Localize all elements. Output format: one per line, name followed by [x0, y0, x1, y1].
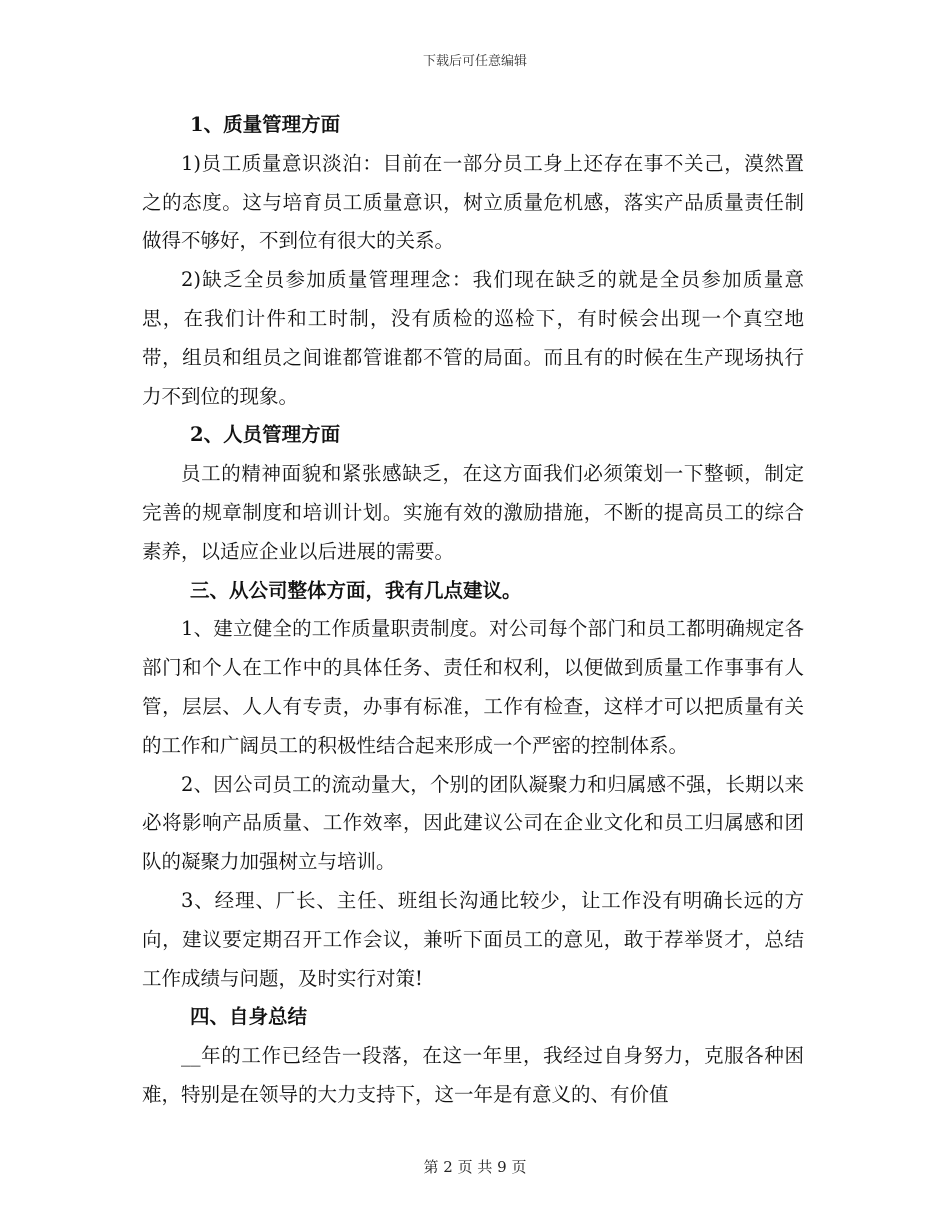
paragraph-suggestion-1: 1、建立健全的工作质量职责制度。对公司每个部门和员工都明确规定各部门和个人在工作中的具体任务、责任和权利，以便做到质量工作事事有人管，层层、人人有专责，办事有标准，工作有检查，这样才可以把质量有关的工作和广阔员工的积极性结合起来形成一个严密的控制体系。: [142, 617, 804, 757]
paragraph-personnel: 员工的精神面貌和紧张感缺乏，在这方面我们必须策划一下整顿，制定完善的规章制度和培训计划。实施有效的激励措施，不断的提高员工的综合素养，以适应企业以后进展的需要。: [142, 462, 804, 563]
section-heading-self-summary: 四、自身总结: [190, 1005, 308, 1029]
paragraph-quality-participation: 2)缺乏全员参加质量管理理念：我们现在缺乏的就是全员参加质量意思，在我们计件和工时制，没有质检的巡检下，有时候会出现一个真空地带，组员和组员之间谁都管谁都不管的局面。而且有的时候在生产现场执行力不到位的现象。: [142, 268, 804, 408]
document-body: [142, 106, 804, 1115]
page-header: 下载后可任意编辑: [422, 54, 527, 69]
paragraph-suggestion-2: 2、因公司员工的流动量大，个别的团队凝聚力和归属感不强，长期以来必将影响产品质量、工作效率，因此建议公司在企业文化和员工归属感和团队的凝聚力加强树立与培训。: [142, 772, 804, 874]
paragraph-self-summary: __年的工作已经告一段落，在这一年里，我经过自身努力，克服各种困难，特别是在领导的大力支持下，这一年是有意义的、有价值: [142, 1044, 804, 1106]
section-heading-quality: 1、质量管理方面: [190, 113, 341, 136]
page-number-footer: 第 2 页 共 9 页: [423, 1158, 527, 1176]
paragraph-suggestion-3: 3、经理、厂长、主任、班组长沟通比较少，让工作没有明确长远的方向，建议要定期召开工作会议，兼听下面员工的意见，敢于荐举贤才，总结工作成绩与问题，及时实行对策!: [142, 888, 804, 990]
paragraph-quality-awareness: 1)员工质量意识淡泊：目前在一部分员工身上还存在事不关己，漠然置之的态度。这与培育员工质量意识，树立质量危机感，落实产品质量责任制做得不够好，不到位有很大的关系。: [142, 151, 804, 253]
section-heading-personnel: 2、人员管理方面: [190, 423, 341, 447]
section-heading-company-suggestions: 三、从公司整体方面，我有几点建议。: [190, 578, 522, 602]
